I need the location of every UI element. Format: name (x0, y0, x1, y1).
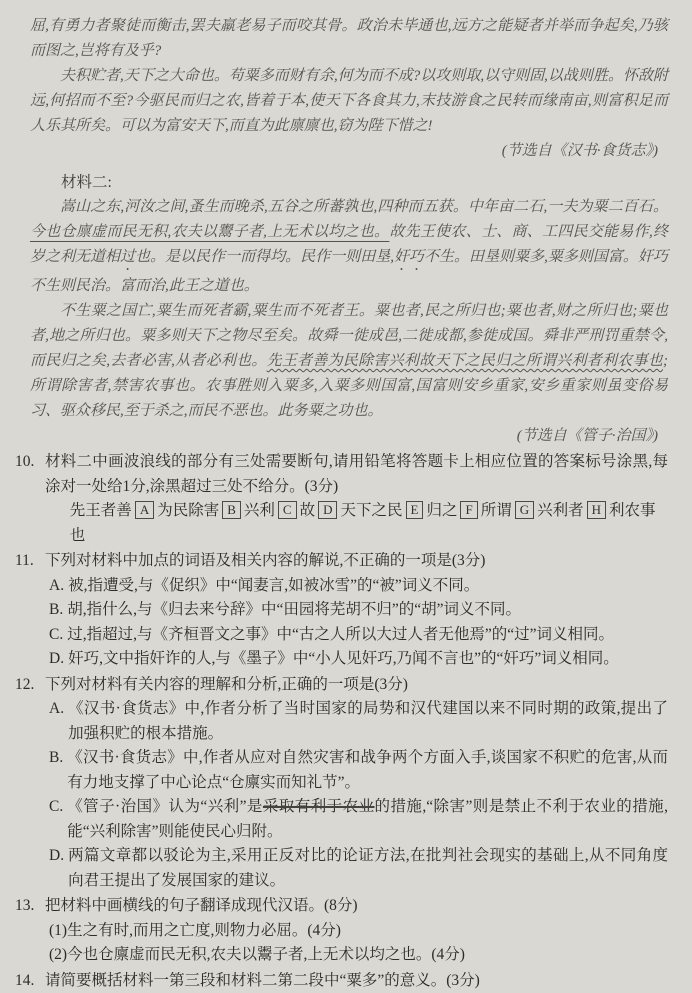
material1-citation: (节选自《汉书·食货志》) (30, 139, 668, 164)
material1-paragraph1: 屈,有勇力者聚徒而衡击,罢夫羸老易子而咬其骨。政治未毕通也,远方之能疑者并举而争起矣,乃骇而图之,岂将有及乎? (30, 14, 668, 64)
material1-passage (30, 14, 668, 164)
m2p2-wavy-underlined-sentence: 先王者善为民除害兴利故天下之民归之所谓兴利者利农事也 (267, 353, 663, 369)
question-13-stem: 把材料中画横线的句子翻译成现代汉语。(8分) (45, 894, 668, 919)
m2p1-seg1: 嵩山之东,河汝之间,蚤生而晚杀,五谷之所蕃孰也,四种而五获。中年亩二石,一夫为粟二百石。 (60, 199, 668, 215)
question-12-option-b (45, 746, 668, 795)
duanju-seg: 兴利者 (537, 502, 584, 519)
material1-paragraph2: 夫积贮者,天下之大命也。苟粟多而财有余,何为而不成?以攻则取,以守则固,以战则胜。怀敌附远,何招而不至?今驱民而归之农,皆着于本,使天下各食其力,末技游食之民转而缘南亩,则富积足而人乐其所矣。可以为富安天下,而直为此廪廪也,窃为陛下惜之! (30, 64, 668, 139)
material2-label: 材料二: (30, 170, 668, 195)
question-11-number: 11. (15, 549, 45, 672)
duanju-seg: 兴利 (244, 502, 275, 519)
question-11-body (45, 549, 668, 672)
answer-box-b: B (222, 501, 241, 519)
option-text: 《汉书·食货志》中,作者从应对自然灾害和战争两个方面入手,谈国家不积贮的危害,从而有力地支撑了中心论点“仓廪实而知礼节”。 (67, 746, 668, 795)
m2p1-seg2: 故先王使农、士、商、工四民交能易作,终岁之利无道相 (30, 224, 668, 265)
question-12-option-d (45, 844, 668, 893)
option-text: 过,指超过,与《齐桓晋文之事》中“古之人所以大过人者无他焉”的“过”词义相同。 (67, 623, 668, 648)
duanju-seg: 天下之民 (340, 502, 402, 519)
duanju-seg: 所谓 (481, 502, 512, 519)
m2p1-seg4: 不生。田垦则粟多,粟多则国富。奸巧不生则民治。富而治,此王之道也。 (30, 249, 668, 294)
material2-paragraph1 (30, 195, 668, 299)
m2p1-dotted-word-jianqiao: 奸巧 (394, 249, 424, 265)
duanju-seg: 利农事也 (70, 502, 656, 544)
option-label: D. (49, 647, 64, 672)
option-c-post: 的措施,“除害”则是禁止不利于农业的措施,能“兴利除害”则能使民心归附。 (67, 798, 668, 840)
m2p2-seg1: 不生粟之国亡,粟生而死者霸,粟生而不死者王。粟也者,民之所归也;粟也者,财之所归也;粟也者,地之所归也。粟多则天下之物尽至矣。故舜一徙成邑,二徙成都,参徙成国。舜非严刑罚重禁令,而民归之矣,去者必害,从者必利也。 (30, 303, 668, 369)
m2p1-dotted-word-guo: 过 (120, 249, 135, 265)
answer-box-h: H (587, 501, 606, 519)
material2-paragraph2 (30, 299, 668, 424)
option-label: D. (49, 844, 64, 893)
answer-box-f: F (460, 501, 477, 519)
question-10-number: 10. (15, 450, 45, 548)
answer-box-d: D (318, 501, 337, 519)
question-11-option-c (45, 623, 668, 648)
answer-box-g: G (515, 501, 534, 519)
option-label: B. (49, 746, 63, 795)
question-10-sentence (45, 499, 668, 548)
m2p1-underlined-translation-sentence: 今也仓廪虚而民无积,农夫以鬻子者,上无术以均之也。 (30, 224, 389, 240)
question-10-body (45, 450, 668, 548)
question-10-stem: 材料二中画波浪线的部分有三处需要断句,请用铅笔将答题卡上相应位置的答案标号涂黑,每涂对一处给1分,涂黑超过三处不给分。(3分) (45, 450, 668, 499)
question-14-stem: 请简要概括材料一第三段和材料二第二段中“粟多”的意义。(3分) (45, 969, 668, 993)
option-label: C. (49, 795, 63, 844)
question-13 (15, 894, 668, 968)
option-label: A. (49, 697, 64, 746)
question-12-option-a (45, 697, 668, 746)
question-13-item-2: (2)今也仓廪虚而民无积,农夫以鬻子者,上无术以均之也。(4分) (45, 943, 668, 968)
option-label: B. (49, 598, 63, 623)
question-13-item-1: (1)生之有时,而用之亡度,则物力必屈。(4分) (45, 919, 668, 944)
answer-box-e: E (406, 501, 424, 519)
answer-box-c: C (278, 501, 297, 519)
m2p2-seg2: ;所谓除害者,禁害农事也。农事胜则入粟多,入粟多则国富,国富则安乡重家,安乡重家则虽变俗易习、驱众移民,至于杀之,而民不恶也。此务粟之功也。 (30, 353, 668, 419)
question-12-body (45, 673, 668, 894)
material2-passage (30, 195, 668, 449)
question-11-stem: 下列对材料中加点的词语及相关内容的解说,不正确的一项是(3分) (45, 549, 668, 574)
option-label: C. (49, 623, 63, 648)
question-12-stem: 下列对材料有关内容的理解和分析,正确的一项是(3分) (45, 673, 668, 698)
question-14-body (45, 969, 668, 993)
question-10 (15, 450, 668, 548)
duanju-seg: 归之 (426, 502, 457, 519)
option-text (67, 795, 668, 844)
question-12-number: 12. (15, 673, 45, 894)
option-text: 胡,指什么,与《归去来兮辞》中“田园将芜胡不归”的“胡”词义不同。 (67, 598, 668, 623)
option-c-struck-text: 采取有利于农业 (263, 798, 375, 815)
duanju-seg: 故 (300, 502, 316, 519)
duanju-seg: 为民除害 (157, 502, 219, 519)
option-text: 被,指遭受,与《促织》中“闻妻言,如被冰雪”的“被”词义不同。 (68, 574, 668, 599)
question-11 (15, 549, 668, 672)
option-label: A. (49, 574, 64, 599)
question-12-option-c (45, 795, 668, 844)
question-11-option-a (45, 574, 668, 599)
question-11-option-d (45, 647, 668, 672)
option-c-pre: 《管子·治国》认为“兴利”是 (67, 798, 263, 815)
question-11-option-b (45, 598, 668, 623)
option-text: 奸巧,文中指奸诈的人,与《墨子》中“小人见奸巧,乃闻不言也”的“奸巧”词义相同。 (68, 647, 668, 672)
question-12 (15, 673, 668, 894)
m2p1-seg3: 也。是以民作一而得均。民作一则田垦, (135, 249, 394, 265)
question-14 (15, 969, 668, 993)
question-14-number: 14. (15, 969, 45, 993)
option-text: 两篇文章都以驳论为主,采用正反对比的论证方法,在批判社会现实的基础上,从不同角度向君王提出了发展国家的建议。 (68, 844, 668, 893)
question-13-body (45, 894, 668, 968)
duanju-seg: 先王者善 (70, 502, 132, 519)
question-13-number: 13. (15, 894, 45, 968)
option-text: 《汉书·食货志》中,作者分析了当时国家的局势和汉代建国以来不同时期的政策,提出了加强积贮的根本措施。 (68, 697, 668, 746)
answer-box-a: A (135, 501, 154, 519)
material2-citation: (节选自《管子·治国》) (30, 424, 668, 449)
